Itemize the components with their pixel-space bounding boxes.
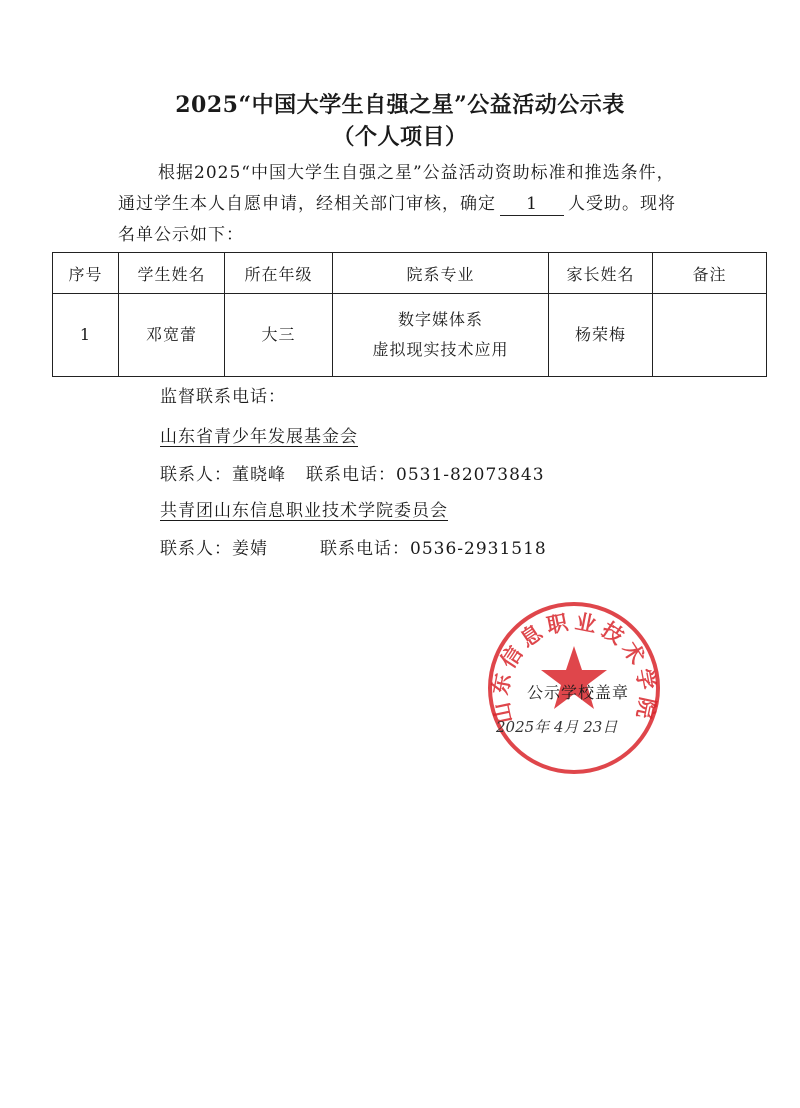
intro-line-3: 名单公示如下： [118,225,244,245]
signature-date: 2025年 4月 23日 [496,718,618,736]
contact-heading: 监督联系电话： [160,387,286,407]
table-row [53,294,767,377]
contact-org-2: 共青团山东信息职业技术学院委员会 [160,501,448,521]
recipient-table [52,252,767,377]
page-subtitle: （个人项目） [332,124,468,150]
page-title: 2025“中国大学生自强之星”公益活动公示表 [175,92,625,118]
svg-text:山东信息职业技术学院: 山东信息职业技术学院 [488,609,660,726]
intro-line-2-before: 通过学生本人自愿申请，经相关部门审核，确定 [118,194,496,214]
table-header-row [53,253,767,294]
contact-org-1: 山东省青少年发展基金会 [160,427,358,447]
header-department: 院系专业 [333,253,549,294]
contact-org-2-phone: 联系电话：0536-2931518 [320,539,547,559]
cell-note [653,294,767,377]
cell-parent: 杨荣梅 [549,294,653,377]
contact-org-2-person: 联系人：姜婧 [160,539,268,559]
cell-major-name: 虚拟现实技术应用 [372,340,509,359]
header-note: 备注 [653,253,767,294]
contact-org-1-phone: 联系电话：0531-82073843 [306,465,545,485]
cell-department-name: 数字媒体系 [397,310,483,329]
cell-grade: 大三 [225,294,333,377]
cell-name: 邓宽蕾 [119,294,225,377]
contact-org-2-details [160,534,547,559]
recipient-count: 1 [500,193,564,216]
signature-label: 公示学校盖章 [527,683,630,702]
header-name: 学生姓名 [119,253,225,294]
cell-index: 1 [53,294,119,377]
contact-org-1-person: 联系人：董晓峰 [160,465,286,485]
intro-line-2 [118,189,718,220]
header-parent: 家长姓名 [549,253,653,294]
header-grade: 所在年级 [225,253,333,294]
header-index: 序号 [53,253,119,294]
contact-org-1-details [160,460,545,485]
cell-department [333,294,549,377]
intro-line-1: 根据2025“中国大学生自强之星”公益活动资助标准和推选条件， [158,163,675,183]
intro-line-2-after: 人受助。现将 [568,194,676,214]
